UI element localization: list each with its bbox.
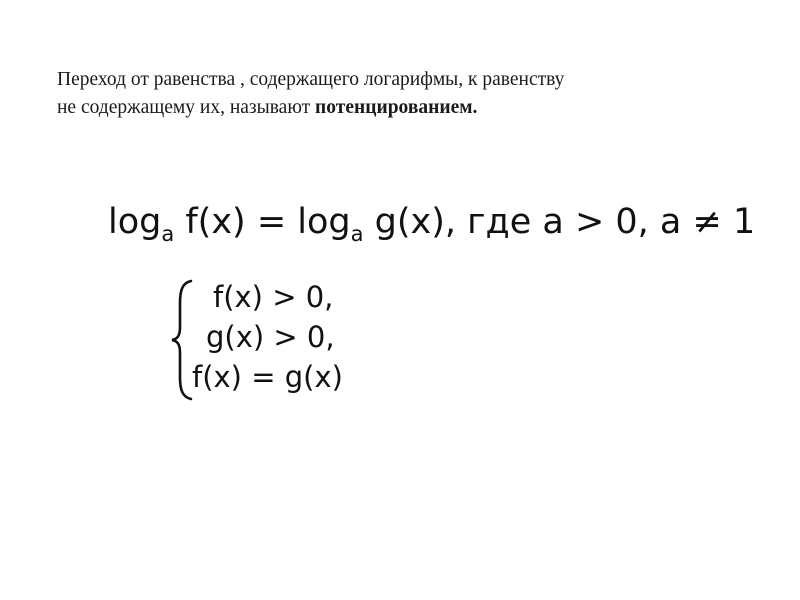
log-left-base: a — [161, 222, 175, 246]
definition-text — [57, 66, 757, 122]
formula-condition: где a > 0, a ≠ 1 — [456, 202, 756, 242]
main-formula — [108, 196, 755, 252]
formula-right-argument: g(x), — [363, 202, 457, 242]
system-line-2: g(x) > 0, — [206, 320, 335, 354]
definition-line-2: не содержащему их, называют — [57, 97, 316, 118]
system-line-1: f(x) > 0, — [213, 280, 334, 314]
equation-system — [170, 277, 420, 403]
log-left: log — [108, 202, 162, 242]
log-right: log — [297, 202, 351, 242]
system-line-3: f(x) = g(x) — [192, 360, 343, 394]
definition-line-1: Переход от равенства , содержащего логарифмы, к равенству — [57, 69, 565, 90]
log-right-base: a — [350, 222, 364, 246]
definition-term: потенцированием. — [315, 97, 478, 118]
formula-left-argument: f(x) = — [174, 202, 298, 242]
